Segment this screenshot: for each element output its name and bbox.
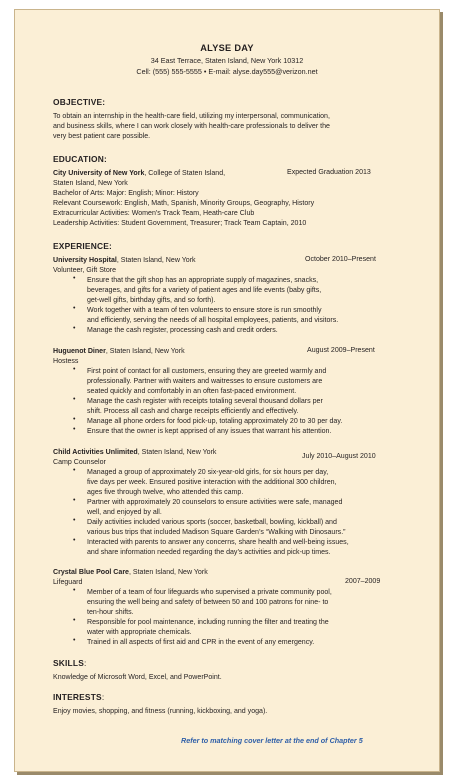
job-bullet-line: ensuring the well being and safety of between 50 and 100 patrons for nine- to [87, 599, 329, 606]
bullet-icon: • [73, 305, 76, 312]
skills-heading-text: SKILLS [53, 658, 84, 668]
bullet-icon: • [73, 517, 76, 524]
resume-page [14, 9, 440, 772]
job-bullet-line: ten-hour shifts. [87, 609, 134, 616]
objective-heading: OBJECTIVE: [53, 97, 106, 107]
interests-heading-text: INTERESTS [53, 692, 102, 702]
bullet-icon: • [73, 275, 76, 282]
education-line: Bachelor of Arts: Major: English; Minor: History [53, 190, 199, 197]
bullet-icon: • [73, 587, 76, 594]
employer-name: Crystal Blue Pool Care [53, 569, 129, 576]
job-date: 2007–2009 [345, 578, 381, 585]
school-name: City University of New York [53, 170, 145, 177]
education-date: Expected Graduation 2013 [287, 169, 371, 176]
bullet-icon: • [73, 325, 76, 332]
skills-heading [53, 658, 87, 668]
job-bullet-line: water with appropriate chemicals. [87, 629, 192, 636]
bullet-icon: • [73, 637, 76, 644]
job-bullet-line: professionally. Partner with waiters and waitresses to ensure customers are [87, 378, 323, 385]
job-bullet-line: Managed a group of approximately 20 six-year-old girls, for six hours per day, [87, 469, 329, 476]
job-employer [53, 256, 196, 266]
bullet-icon: • [73, 497, 76, 504]
bullet-icon: • [73, 396, 76, 403]
interests-text: Enjoy movies, shopping, and fitness (running, kickboxing, and yoga). [53, 708, 268, 715]
education-line: Relevant Coursework: English, Math, Spanish, Minority Groups, Geography, History [53, 200, 315, 207]
job-date: October 2010–Present [305, 256, 376, 263]
job-bullet-line: shift. Process all cash and charge receipts efficiently and effectively. [87, 408, 299, 415]
job-employer [53, 448, 216, 458]
job-bullet-line: beverages, and gifts for a variety of patient ages and life events (baby gifts, [87, 287, 322, 294]
bullet-icon: • [73, 467, 76, 474]
job-employer [53, 568, 208, 578]
employer-location: , Staten Island, New York [128, 569, 208, 576]
experience-heading: EXPERIENCE: [53, 241, 112, 251]
employer-location: , Staten Island, New York [137, 449, 217, 456]
job-title: Volunteer, Gift Store [53, 267, 117, 274]
skills-text: Knowledge of Microsoft Word, Excel, and PowerPoint. [53, 674, 222, 681]
employer-location: , Staten Island, New York [116, 257, 196, 264]
job-bullet-line: Ensure that the owner is kept apprised of any issues that warrant his attention. [87, 428, 332, 435]
job-bullet-line: get-well gifts, birthday gifts, and so forth). [87, 297, 216, 304]
school-campus: , College of Staten Island, [144, 170, 226, 177]
bullet-icon: • [73, 617, 76, 624]
objective-line: very best patient care possible. [53, 133, 151, 140]
job-date: August 2009–Present [307, 347, 375, 354]
job-bullet-line: Member of a team of four lifeguards who supervised a private community pool, [87, 589, 332, 596]
job-bullet-line: Trained in all aspects of first aid and CPR in the event of any emergency. [87, 639, 315, 646]
employer-location: , Staten Island, New York [105, 348, 185, 355]
interests-heading-colon: : [101, 692, 105, 702]
job-bullet-line: Ensure that the gift shop has an appropriate supply of magazines, snacks, [87, 277, 319, 284]
job-bullet-line: Daily activities included various sports (soccer, basketball, bowling, kickball) and [87, 519, 337, 526]
bullet-icon: • [73, 366, 76, 373]
job-bullet-line: Partner with approximately 20 counselors to ensure activities were safe, managed [87, 499, 343, 506]
cover-letter-reference: Refer to matching cover letter at the end of Chapter 5 [181, 736, 363, 745]
education-line: Leadership Activities: Student Government, Treasurer; Track Team Captain, 2010 [53, 220, 307, 227]
employer-name: Huguenot Diner [53, 348, 106, 355]
employer-name: University Hospital [53, 257, 117, 264]
job-employer [53, 347, 185, 357]
job-title: Lifeguard [53, 579, 83, 586]
bullet-icon: • [73, 416, 76, 423]
education-school [53, 169, 225, 179]
job-bullet-line: ages five through twelve, who attended this camp. [87, 489, 244, 496]
job-bullet-line: and share information needed regarding the day’s activities and pick-up times. [87, 549, 331, 556]
education-line: Staten Island, New York [53, 180, 128, 187]
job-bullet-line: seated quickly and comfortably in an often fast-paced environment. [87, 388, 297, 395]
job-bullet-line: First point of contact for all customers, ensuring they are greeted warmly and [87, 368, 327, 375]
job-bullet-line: Manage all phone orders for food pick-up, totaling approximately 20 to 30 per day. [87, 418, 343, 425]
applicant-contact: Cell: (555) 555-5555 • E-mail: alyse.day555@verizon.net [136, 67, 318, 76]
employer-name: Child Activities Unlimited [53, 449, 138, 456]
skills-heading-colon: : [83, 658, 87, 668]
job-bullet-line: various bus trips that included Madison Square Garden’s “Walking with Dinosaurs.” [87, 529, 346, 536]
job-date: July 2010–August 2010 [302, 453, 376, 460]
job-title: Camp Counselor [53, 459, 106, 466]
job-bullet-line: Responsible for pool maintenance, including running the filter and treating the [87, 619, 329, 626]
education-line: Extracurricular Activities: Women’s Track Team, Heath-care Club [53, 210, 255, 217]
job-bullet-line: well, and enjoyed by all. [87, 509, 162, 516]
objective-line: To obtain an internship in the health-care field, utilizing my interpersonal, communication, [53, 113, 330, 120]
applicant-name: ALYSE DAY [200, 43, 254, 53]
job-title: Hostess [53, 358, 79, 365]
job-bullet-line: Work together with a team of ten volunteers to ensure store is run smoothly [87, 307, 322, 314]
education-heading: EDUCATION: [53, 154, 107, 164]
bullet-icon: • [73, 537, 76, 544]
interests-heading [53, 692, 104, 702]
objective-line: and business skills, where I can work closely with health-care professionals to deliver the [53, 123, 330, 130]
applicant-address: 34 East Terrace, Staten Island, New York 10312 [150, 56, 304, 65]
job-bullet-line: and efficiently, serving the needs of all hospital employees, patients, and visitors. [87, 317, 339, 324]
job-bullet-line: Manage the cash register with receipts totaling several thousand dollars per [87, 398, 323, 405]
bullet-icon: • [73, 426, 76, 433]
job-bullet-line: Interacted with parents to answer any concerns, share health and well-being issues, [87, 539, 349, 546]
job-bullet-line: Manage the cash register, processing cash and credit orders. [87, 327, 278, 334]
job-bullet-line: five days per week. Ensured positive interaction with the additional 300 children, [87, 479, 337, 486]
